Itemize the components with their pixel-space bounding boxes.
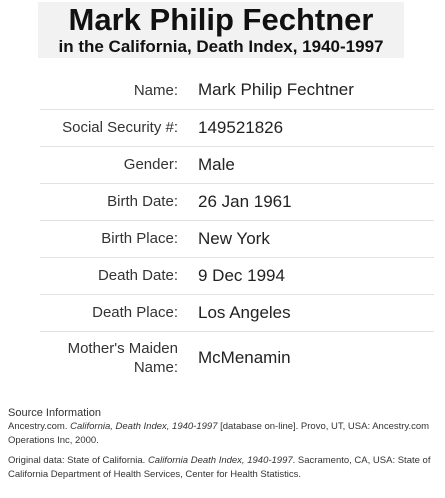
citation-title: California, Death Index, 1940-1997 (70, 421, 218, 432)
field-label: Death Date: (97, 267, 178, 284)
field-value: New York (198, 228, 270, 248)
record-fields-table (40, 72, 434, 385)
field-row-gender (40, 146, 434, 183)
field-row-ssn (40, 109, 434, 146)
field-label: Birth Place: (101, 230, 178, 247)
original-data-citation (8, 454, 440, 482)
field-value: 149521826 (198, 117, 284, 137)
source-heading: Source Information (8, 407, 101, 419)
field-row-mothers-maiden-name (40, 331, 434, 385)
field-label: Birth Date: (107, 193, 178, 210)
citation-text: [database on-line]. Provo, UT, USA: Ancestry.com Operations Inc, 2000. (8, 421, 430, 446)
record-person-name: Mark Philip Fechtner (68, 2, 374, 37)
field-value: Male (198, 154, 235, 174)
field-row-death-date (40, 257, 434, 294)
source-information (8, 406, 440, 482)
field-row-name (40, 72, 434, 109)
field-value: McMenamin (198, 348, 291, 368)
record-collection-subtitle: in the California, Death Index, 1940-1997 (58, 37, 384, 56)
field-value: 9 Dec 1994 (198, 265, 285, 285)
field-row-birth-date (40, 183, 434, 220)
field-value: Los Angeles (198, 302, 291, 322)
field-label: Name: (133, 81, 178, 99)
citation-text: Original data: State of California. (8, 455, 148, 466)
field-label: Gender: (123, 156, 178, 173)
field-value: 26 Jan 1961 (198, 191, 292, 211)
citation-text: Ancestry.com. (8, 421, 71, 432)
field-value: Mark Philip Fechtner (198, 80, 354, 100)
field-label: Death Place: (92, 304, 178, 321)
citation-text: . Sacramento, CA, USA: State of California Department of Health Services, Center for Health Statistics. (8, 455, 431, 480)
field-label-text: Mother's Maiden Name: (67, 340, 178, 377)
record-title-banner (38, 2, 404, 58)
field-row-birth-place (40, 220, 434, 257)
source-citation (8, 420, 440, 448)
field-label: Social Security #: (62, 119, 178, 136)
field-row-death-place (40, 294, 434, 331)
field-label (40, 331, 198, 385)
citation-title: California Death Index, 1940-1997 (147, 455, 293, 466)
